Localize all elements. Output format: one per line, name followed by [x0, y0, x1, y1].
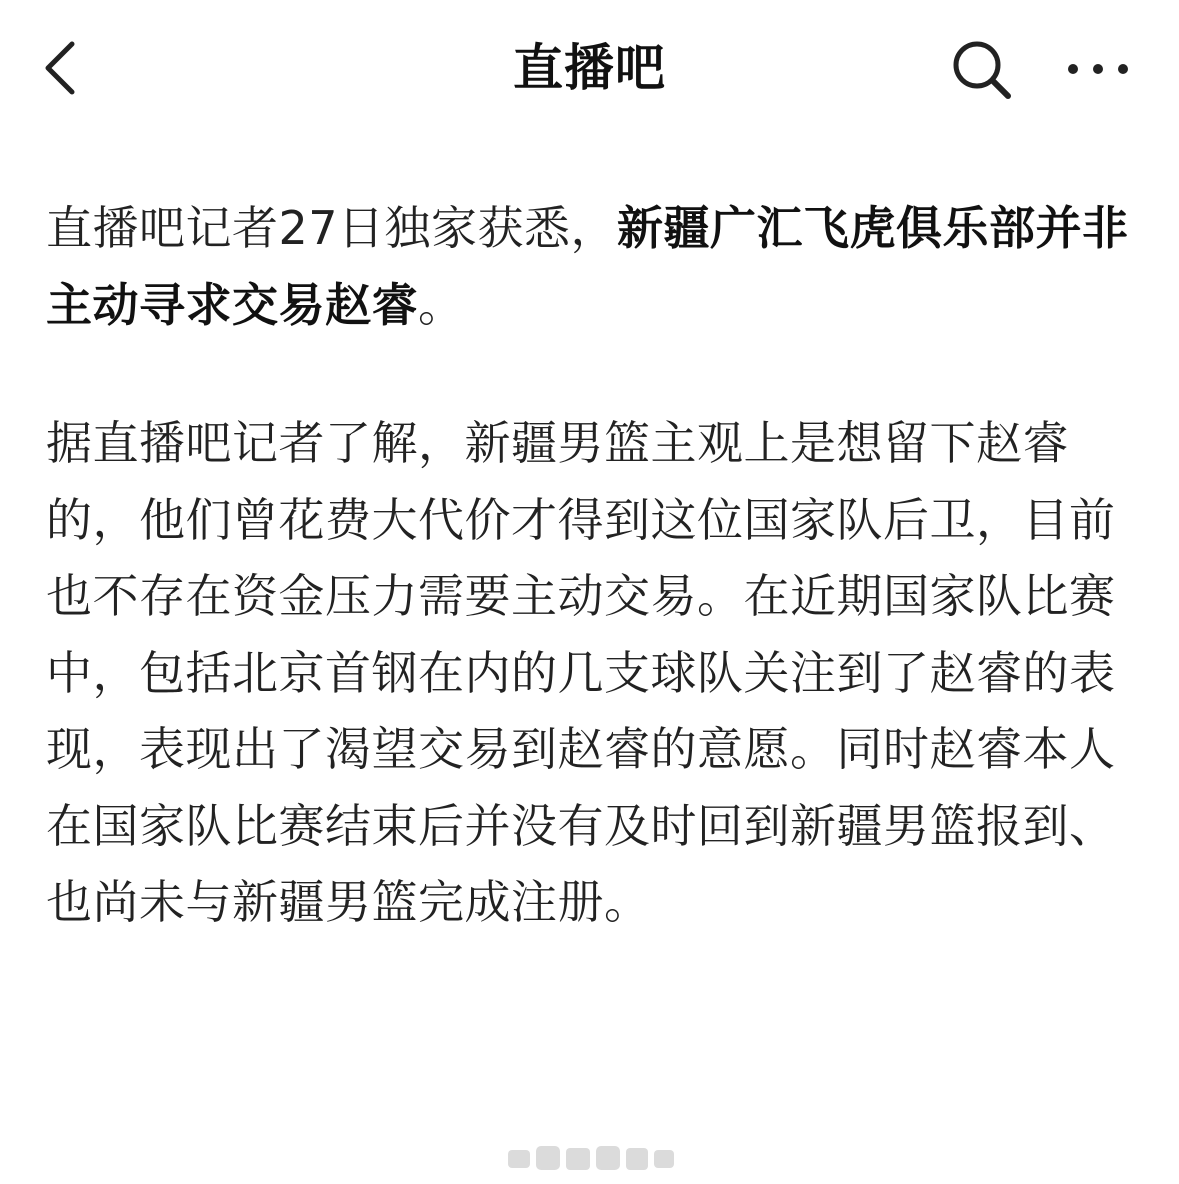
paragraph-lead: [46, 190, 1136, 343]
search-button[interactable]: [948, 36, 1014, 102]
watermark: [508, 1140, 678, 1176]
more-button[interactable]: [1060, 44, 1136, 94]
lead-end: 。: [418, 277, 465, 332]
paragraph-body: 据直播吧记者了解，新疆男篮主观上是想留下赵睿的，他们曾花费大代价才得到这位国家队后卫，目前也不存在资金压力需要主动交易。在近期国家队比赛中，包括北京首钢在内的几支球队关注到了赵睿的表现，表现出了渴望交易到赵睿的意愿。同时赵睿本人在国家队比赛结束后并没有及时回到新疆男篮报到、也尚未与新疆男篮完成注册。: [46, 416, 1116, 929]
article-body: [46, 190, 1136, 941]
page-title: 直播吧: [513, 39, 666, 97]
search-icon: [948, 36, 1014, 102]
lead-text: 直播吧记者27日独家获悉，: [46, 201, 618, 255]
more-horizontal-icon: [1060, 44, 1136, 94]
top-navigation-bar: [0, 0, 1179, 140]
lead-highlight: 新疆广汇飞虎俱乐部并非主动寻求交易赵睿: [46, 201, 1129, 332]
